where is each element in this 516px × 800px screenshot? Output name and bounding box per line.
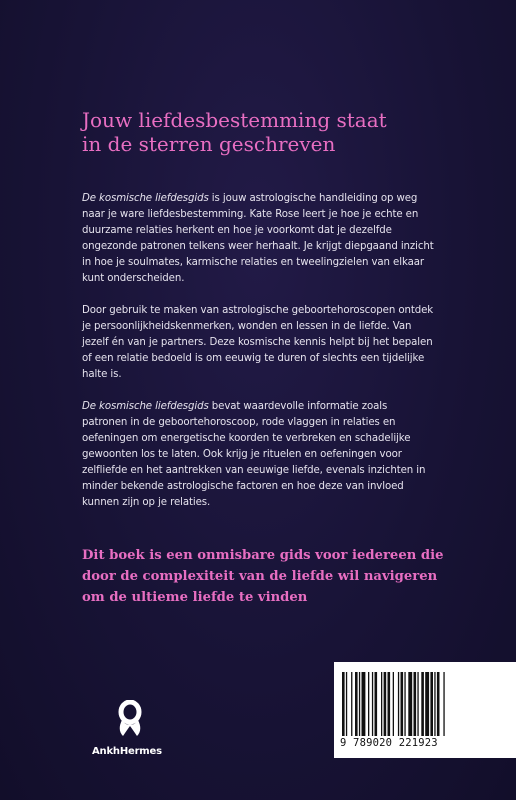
paragraph-1-text: is jouw astrologische handleiding op weg naar je ware liefdesbestemming. Kate Rose leert je hoe je echte en duurzame relaties herkent en hoe je voorkomt dat je dezelfde ongezonde patronen telkens weer herhaalt. Je krijgt diepgaand inzicht in hoe je soulmates, karmische relaties en tweelingzielen van elkaar kunt onderscheiden.	[82, 193, 434, 284]
tagline-line-3: om de ultieme liefde te vinden	[82, 590, 308, 605]
book-title-italic: De kosmische liefdesgids	[82, 401, 209, 412]
isbn-number: 9 789020 221923	[340, 737, 438, 749]
barcode	[334, 662, 516, 758]
blurb-paragraph-1	[82, 191, 434, 287]
blurb-body	[82, 191, 434, 527]
blurb-paragraph-2: Door gebruik te maken van astrologische geboortehoroscopen ontdek je persoonlijkheidskenmerken, wonden en lessen in de liefde. Van jezelf én van je partners. Deze kosmische kennis helpt bij het bepalen of een relatie bedoeld is om eeuwig te duren of slechts een tijdelijke halte is.	[82, 305, 434, 380]
headline-line-1: Jouw liefdesbestemming staat	[82, 108, 387, 132]
publisher-name: AnkhHermes	[92, 746, 162, 757]
headline	[82, 108, 462, 156]
barcode-bars	[342, 672, 510, 736]
ankhhermes-logo-icon	[113, 700, 147, 740]
blurb-paragraph-3	[82, 399, 434, 511]
tagline-line-1: Dit boek is een onmisbare gids voor iedereen die	[82, 548, 444, 563]
publisher-logo	[92, 700, 162, 757]
book-title-italic: De kosmische liefdesgids	[82, 193, 209, 204]
paragraph-3-text: bevat waardevolle informatie zoals patronen in de geboortehoroscoop, rode vlaggen in relaties en oefeningen om energetische koorden te verbreken en schadelijke gewoonten los te laten. Ook krijg je rituelen en oefeningen voor zelfliefde en het aantrekken van eeuwige liefde, evenals inzichten in minder bekende astrologische factoren en hoe deze van invloed kunnen zijn op je relaties.	[82, 401, 426, 508]
tagline	[82, 545, 482, 608]
tagline-line-2: door de complexiteit van de liefde wil navigeren	[82, 569, 438, 584]
headline-line-2: in de sterren geschreven	[82, 132, 336, 156]
